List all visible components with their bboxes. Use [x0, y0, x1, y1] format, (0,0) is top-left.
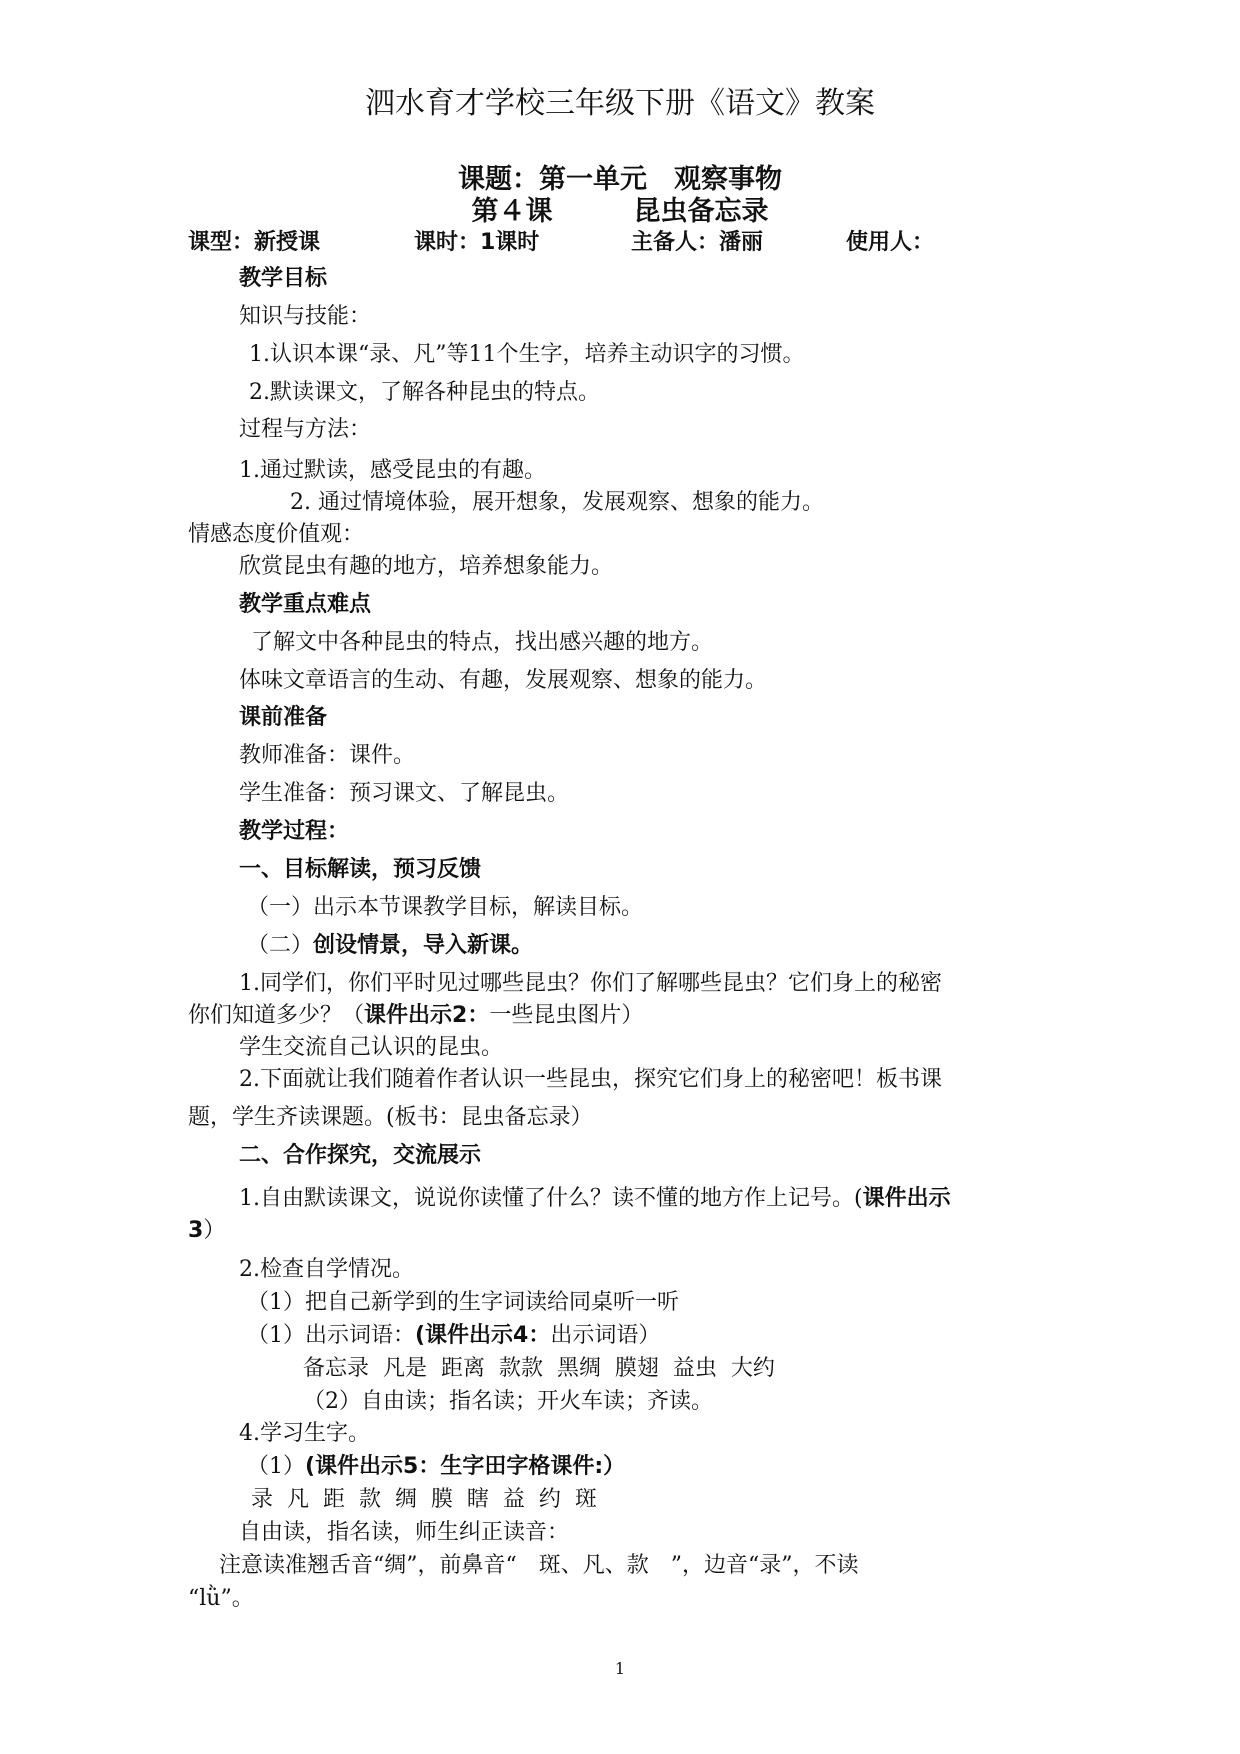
new-characters: 录 凡 距 款 绸 膜 瞎 益 约 斑 — [251, 1487, 597, 1512]
section-2-heading: 二、合作探究，交流展示 — [239, 1143, 482, 1168]
step-2-4-1 — [247, 1452, 625, 1482]
section-1-step-a: （一）出示本节课教学目标，解读目标。 — [247, 895, 644, 920]
free-read: 自由读，指名读，师生纠正读音： — [239, 1520, 570, 1545]
courseware-ref-5: (课件出示5：生字田字格课件:） — [305, 1454, 626, 1479]
question-2-line-1: 2.下面就让我们随着作者认识一些昆虫，探究它们身上的秘密吧！板书课 — [239, 1067, 942, 1092]
lesson-user: 使用人： — [846, 230, 935, 255]
step-2-1-line-2 — [188, 1216, 225, 1246]
knowledge-item-2: 2.默读课文，了解各种昆虫的特点。 — [249, 380, 600, 405]
lesson-hours: 课时：1课时 — [414, 230, 540, 255]
objectives-heading: 教学目标 — [239, 266, 328, 291]
teacher-prep: 教师准备：课件。 — [239, 743, 416, 768]
page-number: 1 — [614, 1659, 626, 1678]
question-1-line-1: 1.同学们，你们平时见过哪些昆虫？你们了解哪些昆虫？它们身上的秘密 — [239, 971, 942, 996]
step-2-2-2-tail: 出示词语） — [550, 1323, 661, 1348]
process-item-1: 1.通过默读，感受昆虫的有趣。 — [239, 458, 546, 483]
emotion-item-1: 欣赏昆虫有趣的地方，培养想象能力。 — [239, 554, 614, 579]
courseware-ref-3: 课件出示 — [862, 1186, 951, 1211]
pronunciation-note-line-2: “lǜ”。 — [188, 1586, 254, 1611]
school-title: 泗水育才学校三年级下册《语文》教案 — [365, 86, 875, 121]
section-1-heading: 一、目标解读，预习反馈 — [239, 857, 482, 882]
step-2-1-close: ） — [203, 1218, 226, 1243]
step-2-2-2-text: （1）出示词语： — [247, 1323, 415, 1348]
step-2-4-1-prefix: （1） — [247, 1454, 305, 1479]
student-prep: 学生准备：预习课文、了解昆虫。 — [239, 781, 570, 806]
step-2-1-line-1 — [239, 1184, 951, 1214]
lesson-title: 第４课 昆虫备忘录 — [471, 196, 769, 227]
knowledge-item-1: 1.认识本课“录、凡”等11个生字，培养主动识字的习惯。 — [249, 342, 805, 367]
step-2-2-2 — [247, 1321, 660, 1351]
section-1-step-b — [247, 931, 533, 961]
step-2-1-text: 1.自由默读课文，说说你读懂了什么？读不懂的地方作上记号。( — [239, 1186, 863, 1211]
step-b-prefix: （二） — [247, 933, 314, 958]
step-2-2-1: （1）把自己新学到的生字词读给同桌听一听 — [247, 1290, 679, 1315]
courseware-ref-3-number: 3 — [188, 1218, 204, 1243]
lesson-type: 课型：新授课 — [188, 230, 321, 255]
process-item-2: 2. 通过情境体验，展开想象，发展观察、想象的能力。 — [290, 490, 824, 515]
question-1-tail: 一些昆虫图片） — [489, 1003, 644, 1028]
key-point-1: 了解文中各种昆虫的特点，找出感兴趣的地方。 — [251, 630, 714, 655]
lesson-info-row — [0, 228, 1240, 258]
courseware-ref-2: 课件出示2： — [364, 1003, 490, 1028]
student-exchange: 学生交流自己认识的昆虫。 — [239, 1035, 504, 1060]
question-1-text: 你们知道多少？（ — [188, 1003, 365, 1028]
lesson-preparer: 主备人：潘丽 — [631, 230, 764, 255]
lesson-topic: 课题：第一单元 观察事物 — [458, 164, 782, 195]
prep-heading: 课前准备 — [239, 705, 328, 730]
reading-methods: （2）自由读；指名读；开火车读；齐读。 — [303, 1389, 713, 1414]
courseware-ref-4: (课件出示4： — [415, 1323, 551, 1348]
emotion-label: 情感态度价值观： — [188, 522, 365, 547]
question-1-line-2 — [188, 1001, 643, 1031]
question-2-line-2: 题，学生齐读课题。(板书：昆虫备忘录） — [188, 1105, 593, 1130]
key-point-2: 体味文章语言的生动、有趣，发展观察、想象的能力。 — [239, 668, 768, 693]
pronunciation-note-line-1: 注意读准翘舌音“绸”，前鼻音“ 斑、凡、款 ”，边音“录”，不读 — [219, 1553, 859, 1578]
vocabulary-words: 备忘录 凡是 距离 款款 黑绸 膜翅 益虫 大约 — [303, 1356, 775, 1381]
knowledge-label: 知识与技能： — [239, 304, 372, 329]
key-points-heading: 教学重点难点 — [239, 592, 372, 617]
process-label: 过程与方法： — [239, 417, 372, 442]
step-2-2: 2.检查自学情况。 — [239, 1257, 414, 1282]
step-2-4: 4.学习生字。 — [239, 1421, 370, 1446]
step-b-title: 创设情景，导入新课。 — [313, 933, 534, 958]
process-heading: 教学过程： — [239, 819, 350, 844]
